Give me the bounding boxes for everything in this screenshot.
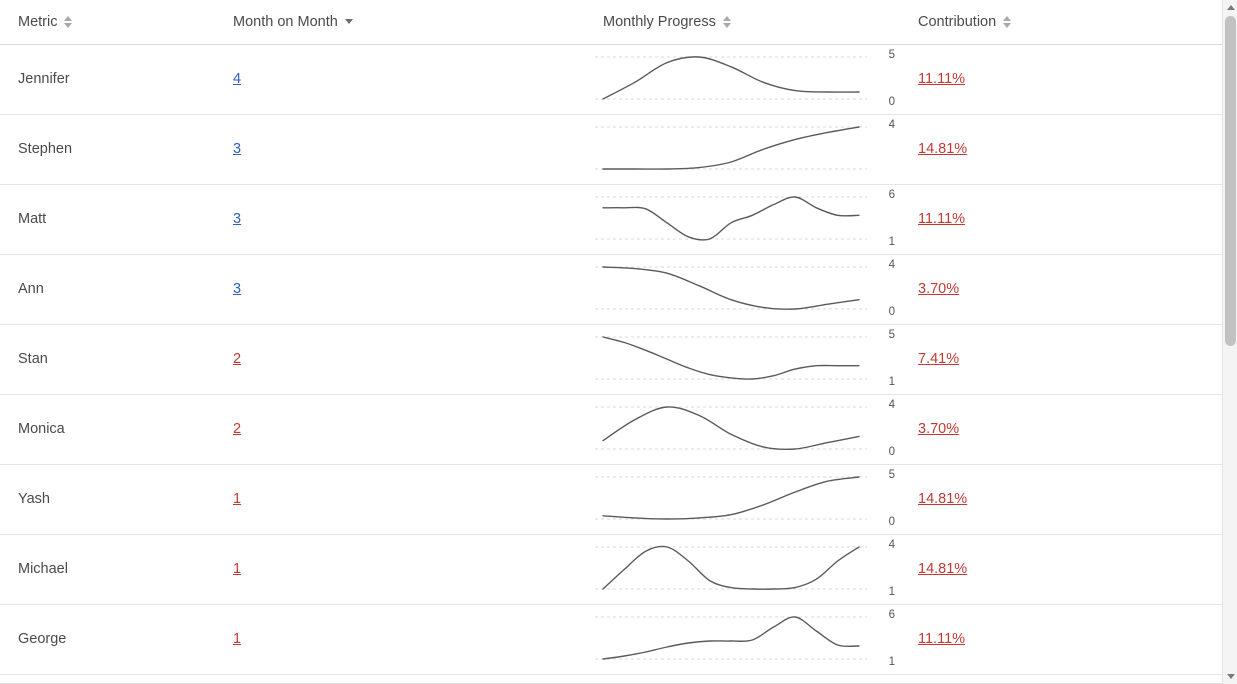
month-on-month-link[interactable]: 2 <box>233 351 242 367</box>
month-on-month-link[interactable]: 2 <box>233 421 242 437</box>
sparkline-chart <box>595 327 895 391</box>
cell-contribution <box>900 44 1222 114</box>
table-body <box>0 44 1222 674</box>
cell-monthly-progress <box>585 324 900 394</box>
month-on-month-link[interactable]: 3 <box>233 281 242 297</box>
sparkline-axis-max: 5 <box>888 329 895 341</box>
contribution-link[interactable]: 14.81% <box>918 141 968 157</box>
cell-contribution <box>900 464 1222 534</box>
sparkline-axis-min: 0 <box>888 515 895 528</box>
table-header-row <box>0 0 1222 44</box>
vertical-scrollbar[interactable] <box>1222 0 1237 684</box>
sparkline-chart <box>595 117 895 181</box>
sparkline-axis-max: 5 <box>888 49 895 61</box>
month-on-month-link[interactable]: 3 <box>233 141 242 157</box>
metric-name: Stan <box>18 351 48 367</box>
cell-contribution <box>900 324 1222 394</box>
cell-month-on-month <box>215 604 585 674</box>
table-row[interactable] <box>0 604 1222 674</box>
contribution-link[interactable]: 7.41% <box>918 351 960 367</box>
column-header-month-on-month-label: Month on Month <box>233 13 338 30</box>
column-header-contribution[interactable] <box>900 0 1222 44</box>
table-row[interactable] <box>0 114 1222 184</box>
column-header-contribution-label: Contribution <box>918 13 997 30</box>
cell-monthly-progress <box>585 184 900 254</box>
month-on-month-link[interactable]: 1 <box>233 631 242 647</box>
sparkline-axis-max: 5 <box>888 469 895 481</box>
table-row[interactable] <box>0 254 1222 324</box>
metric-name: Yash <box>18 491 50 507</box>
cell-monthly-progress <box>585 254 900 324</box>
table-row[interactable] <box>0 324 1222 394</box>
month-on-month-link[interactable]: 4 <box>233 71 242 87</box>
cell-month-on-month <box>215 114 585 184</box>
sparkline-axis-max: 4 <box>888 539 895 551</box>
sort-icon[interactable] <box>723 16 731 28</box>
cell-metric <box>0 184 215 254</box>
month-on-month-link[interactable]: 3 <box>233 211 242 227</box>
sparkline-axis-min: 1 <box>888 375 895 388</box>
table-row[interactable] <box>0 44 1222 114</box>
cell-month-on-month <box>215 324 585 394</box>
contribution-link[interactable]: 14.81% <box>918 561 968 577</box>
contribution-link[interactable]: 11.11% <box>918 631 966 647</box>
sparkline-axis-max: 6 <box>888 189 895 201</box>
cell-contribution <box>900 184 1222 254</box>
scroll-up-arrow-icon[interactable] <box>1223 0 1237 15</box>
metric-name: Monica <box>18 421 65 437</box>
cell-monthly-progress <box>585 394 900 464</box>
cell-month-on-month <box>215 44 585 114</box>
cell-contribution <box>900 254 1222 324</box>
cell-metric <box>0 604 215 674</box>
sparkline-axis-min: 1 <box>888 585 895 598</box>
month-on-month-link[interactable]: 1 <box>233 491 242 507</box>
cell-metric <box>0 394 215 464</box>
cell-contribution <box>900 114 1222 184</box>
cell-metric <box>0 324 215 394</box>
sparkline-axis-min: 0 <box>888 305 895 318</box>
sparkline-axis-max: 4 <box>888 119 895 131</box>
sparkline-axis-min: 0 <box>888 95 895 108</box>
cell-month-on-month <box>215 184 585 254</box>
column-header-month-on-month[interactable] <box>215 0 585 44</box>
table-row[interactable] <box>0 394 1222 464</box>
sparkline-axis-max: 4 <box>888 399 895 411</box>
metric-name: Jennifer <box>18 71 70 87</box>
cell-month-on-month <box>215 254 585 324</box>
table-row[interactable] <box>0 464 1222 534</box>
cell-metric <box>0 464 215 534</box>
cell-contribution <box>900 534 1222 604</box>
column-header-metric-label: Metric <box>18 13 58 30</box>
cell-monthly-progress <box>585 114 900 184</box>
sort-icon[interactable] <box>1003 16 1011 28</box>
cell-monthly-progress <box>585 464 900 534</box>
contribution-link[interactable]: 3.70% <box>918 421 960 437</box>
cell-contribution <box>900 604 1222 674</box>
sparkline-chart <box>595 537 895 601</box>
column-header-metric[interactable] <box>0 0 215 44</box>
metric-name: Matt <box>18 211 47 227</box>
month-on-month-link[interactable]: 1 <box>233 561 242 577</box>
cell-monthly-progress <box>585 604 900 674</box>
metric-name: Michael <box>18 561 68 577</box>
sparkline-axis-max: 4 <box>888 259 895 271</box>
sparkline-chart <box>595 257 895 321</box>
cell-contribution <box>900 394 1222 464</box>
sparkline-axis-max: 6 <box>888 609 895 621</box>
cell-metric <box>0 254 215 324</box>
sparkline-chart <box>595 187 895 251</box>
cell-metric <box>0 114 215 184</box>
sparkline-axis-min: 0 <box>888 445 895 458</box>
sparkline-axis-min: 1 <box>888 235 895 248</box>
metric-name: Ann <box>18 281 44 297</box>
table-header <box>0 0 1222 44</box>
column-header-monthly-progress[interactable] <box>585 0 900 44</box>
cell-metric <box>0 44 215 114</box>
scroll-down-arrow-icon[interactable] <box>1223 669 1237 684</box>
contribution-link[interactable]: 11.11% <box>918 71 966 87</box>
cell-monthly-progress <box>585 534 900 604</box>
cell-monthly-progress <box>585 44 900 114</box>
contribution-link[interactable]: 11.11% <box>918 211 966 227</box>
table-row[interactable] <box>0 534 1222 604</box>
sparkline-axis-min: 1 <box>888 655 895 668</box>
cell-metric <box>0 534 215 604</box>
cell-month-on-month <box>215 464 585 534</box>
scrollbar-thumb[interactable] <box>1225 16 1236 346</box>
sparkline-chart <box>595 47 895 111</box>
sort-icon[interactable] <box>64 16 72 28</box>
table-row[interactable] <box>0 184 1222 254</box>
contribution-link[interactable]: 3.70% <box>918 281 960 297</box>
sparkline-chart <box>595 607 895 671</box>
sparkline-chart <box>595 467 895 531</box>
metric-name: George <box>18 631 67 647</box>
sort-icon-descending[interactable] <box>345 19 353 24</box>
cell-month-on-month <box>215 394 585 464</box>
sparkline-chart <box>595 397 895 461</box>
cell-month-on-month <box>215 534 585 604</box>
contribution-link[interactable]: 14.81% <box>918 491 968 507</box>
metric-name: Stephen <box>18 141 73 157</box>
column-header-monthly-progress-label: Monthly Progress <box>603 13 716 30</box>
